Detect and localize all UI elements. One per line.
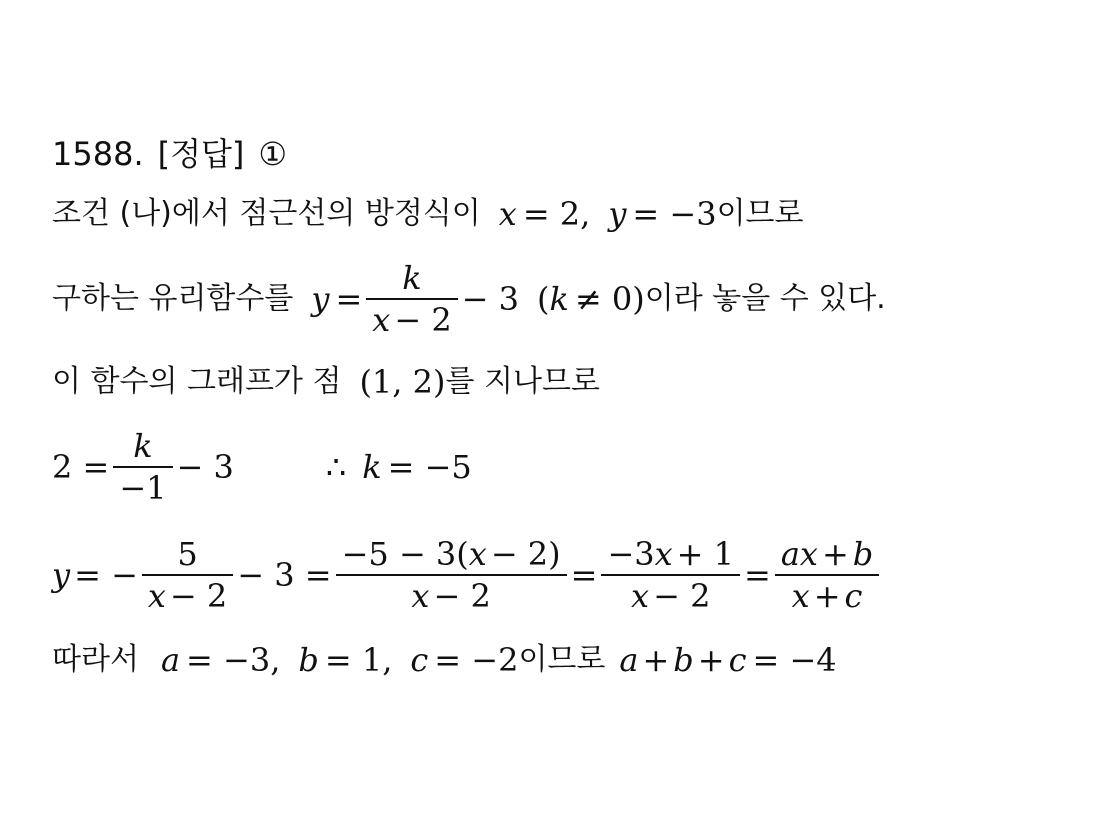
problem-number: 1588. [52, 135, 144, 173]
line5-fraction-4 [775, 534, 879, 616]
line5-f2-den-var: x [411, 577, 430, 615]
solution-line-5 [52, 534, 883, 616]
solution-line-2 [52, 258, 886, 340]
line2-suffix: 이라 놓을 수 있다. [644, 281, 886, 316]
line6-a-val: = −3, [186, 641, 281, 679]
line5-f2-num-b: − 2) [490, 535, 561, 573]
line1-eq2: = −3 [632, 195, 717, 233]
line2-after: − 3 [461, 280, 520, 318]
line6-b-val: = 1, [324, 641, 393, 679]
line1-x: x [498, 195, 517, 233]
answer-mark: ① [258, 135, 288, 173]
line5-f3-den-rest: − 2 [653, 577, 711, 615]
line6-c: c [410, 641, 429, 679]
line6-prefix: 따라서 [52, 642, 139, 677]
problem-header [52, 135, 288, 173]
line5-eq2: = [570, 556, 598, 594]
line5-fraction-1 [142, 534, 233, 616]
line5-f3-den-var: x [631, 577, 650, 615]
line4-therefore: ∴ [325, 448, 347, 486]
solution-line-3 [52, 363, 600, 401]
line5-f2-den-rest: − 2 [433, 577, 491, 615]
line6-sum-b: b [673, 641, 694, 679]
line5-f4-den-c: c [844, 577, 863, 615]
line5-f4-den-var: x [791, 577, 810, 615]
line6-sum-val: = −4 [752, 641, 837, 679]
line5-f3-num-var: x [654, 535, 673, 573]
line6-a: a [160, 641, 181, 679]
line3-prefix: 이 함수의 그래프가 점 [52, 364, 342, 399]
line4-frac-num: k [133, 427, 153, 465]
line2-y: y [311, 280, 330, 318]
line3-suffix: 를 지나므로 [445, 364, 600, 399]
line5-fraction-3 [601, 534, 740, 616]
line5-y: y [52, 556, 71, 594]
line1-suffix: 이므로 [716, 196, 804, 231]
line5-f4-num-rest: + [821, 535, 849, 573]
line5-f4-den-rest: + [813, 577, 841, 615]
solution-line-6 [52, 641, 837, 679]
line5-eq-minus: = − [74, 556, 138, 594]
line6-c-val: = −2 [434, 641, 519, 679]
line5-f3-num-b: + 1 [676, 535, 735, 573]
line4-result: = −5 [387, 448, 472, 486]
line4-frac-den: −1 [119, 469, 167, 507]
line6-b: b [298, 641, 319, 679]
line6-sum-c: c [728, 641, 747, 679]
line2-frac-den-var: x [372, 301, 391, 339]
line2-cond-open: ( [537, 280, 550, 318]
line5-f4-num-var: ax [780, 535, 818, 573]
line5-f1-den-rest: − 2 [169, 577, 228, 615]
line5-eq3: = [744, 556, 771, 594]
line2-eq: = [335, 280, 363, 318]
line2-prefix: 구하는 유리함수를 [52, 281, 294, 316]
line5-f2-num-a: −5 − 3( [341, 535, 469, 573]
line6-plus2: + [697, 641, 725, 679]
line5-f3-num-a: −3 [607, 535, 655, 573]
solution-line-4 [52, 426, 472, 508]
line4-after: − 3 [176, 448, 234, 486]
line6-sum-a: a [619, 641, 639, 679]
line2-fraction [366, 258, 457, 340]
line5-f1-den-var: x [147, 577, 166, 615]
line2-frac-den-rest: − 2 [394, 301, 452, 339]
line4-k: k [362, 448, 382, 486]
line1-prefix: 조건 (나)에서 점근선의 방정식이 [52, 196, 481, 231]
line5-f1-num: 5 [177, 535, 198, 573]
line1-eq1: = 2, [522, 195, 591, 233]
line4-lhs: 2 = [52, 448, 110, 486]
line4-fraction [113, 426, 172, 508]
line2-frac-num: k [402, 259, 422, 297]
line5-after1: − 3 = [237, 556, 332, 594]
line3-point: (1, 2) [359, 363, 446, 401]
line5-fraction-2 [336, 534, 567, 616]
line2-cond-rest: ≠ 0) [574, 280, 645, 318]
line6-plus1: + [642, 641, 670, 679]
line6-mid: 이므로 [518, 642, 606, 677]
line5-f4-num-b: b [852, 535, 874, 573]
line2-cond-k: k [549, 280, 569, 318]
line1-y: y [608, 195, 627, 233]
solution-line-1 [52, 195, 804, 233]
line5-f2-num-var: x [468, 535, 487, 573]
answer-label: [정답] [157, 135, 245, 173]
